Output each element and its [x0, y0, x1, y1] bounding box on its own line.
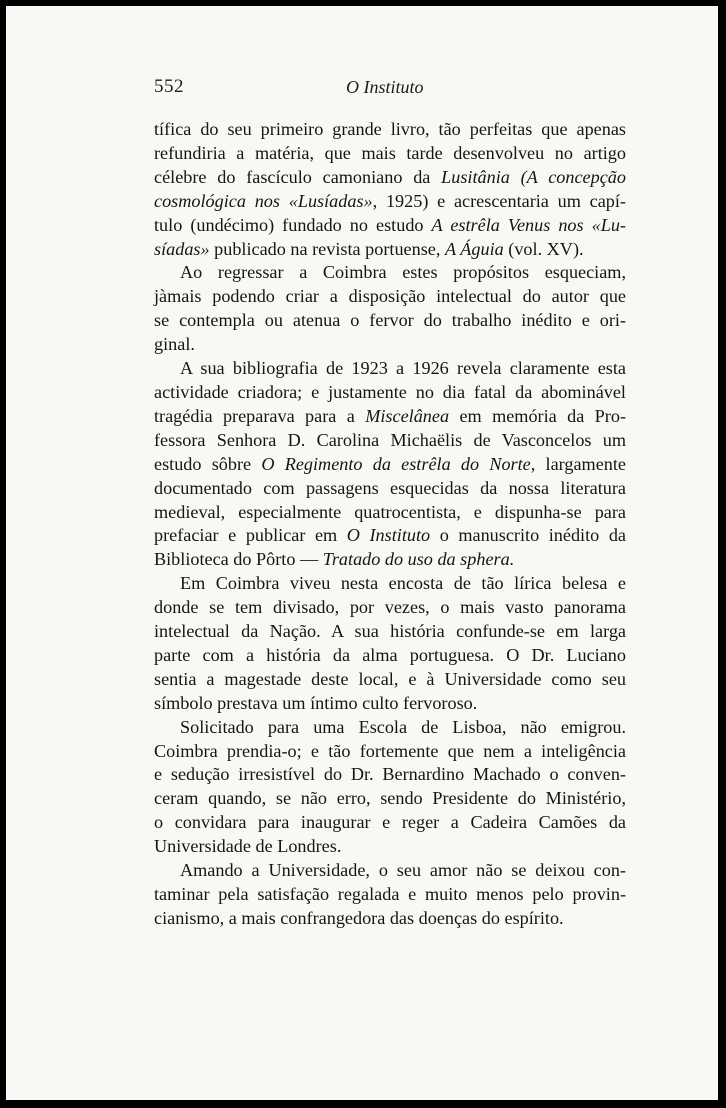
text-line: [154, 644, 626, 668]
text-line: [154, 835, 626, 859]
text-line: [154, 763, 626, 787]
text-run: o convidara para inaugurar e reger a Cadeira Camões da: [154, 812, 626, 833]
text-line: [154, 668, 626, 692]
text-line: [154, 214, 626, 238]
paragraph: [154, 261, 626, 357]
text-line: [154, 118, 626, 142]
italic-text: cosmológica nos «Lusíadas»: [154, 190, 373, 211]
text-run: (vol. XV).: [503, 238, 584, 259]
text-run: Ao regressar a Coimbra estes propósitos esqueciam,: [180, 262, 626, 283]
text-line: [154, 740, 626, 764]
text-line: [154, 548, 626, 572]
paragraph: [154, 357, 626, 572]
text-run: medieval, especialmente quatrocentista, e dispunha-se para: [154, 501, 626, 522]
paragraph: [154, 859, 626, 931]
text-line: [154, 453, 626, 477]
paragraph: [154, 118, 626, 261]
text-run: se contempla ou atenua o fervor do trabalho inédito e ori-: [154, 310, 626, 331]
text-run: actividade criadora; e justamente no dia fatal da abominável: [154, 381, 626, 402]
text-line: [154, 381, 626, 405]
text-run: em memória da Pro-: [449, 405, 626, 426]
page-header: [6, 76, 718, 102]
running-title: O Instituto: [346, 77, 424, 97]
text-line: [154, 166, 626, 190]
text-run: publicado na revista portuense,: [209, 238, 445, 259]
italic-text: Lusitânia (A concepção: [441, 166, 626, 187]
text-run: célebre do fascículo camoniano da: [154, 166, 442, 187]
text-run: jàmais podendo criar a disposição intelectual do autor que: [154, 286, 626, 307]
text-run: sentia a magestade deste local, e à Universidade como seu: [154, 668, 626, 689]
text-line: [154, 333, 626, 357]
text-line: [154, 716, 626, 740]
italic-text: síadas»: [154, 238, 210, 259]
text-line: [154, 285, 626, 309]
text-line: [154, 811, 626, 835]
paragraph: [154, 572, 626, 715]
italic-text: Tratado do uso da sphera.: [322, 549, 515, 570]
text-run: donde se tem divisado, por vezes, o mais vasto panorama: [154, 597, 626, 618]
italic-text: A estrêla Venus nos «Lu-: [431, 214, 626, 235]
text-run: taminar pela satisfação regalada e muito menos pelo provin-: [154, 884, 626, 904]
text-run: Biblioteca do Pôrto —: [154, 549, 323, 570]
text-run: o manuscrito inédito da: [430, 525, 626, 546]
text-line: [154, 907, 626, 931]
text-run: largamente: [535, 453, 626, 474]
book-page: [6, 6, 718, 1100]
text-line: [154, 357, 626, 381]
text-run: refundiria a matéria, que mais tarde desenvolveu no artigo: [154, 142, 626, 163]
text-line: [154, 501, 626, 525]
italic-text: A Águia: [444, 238, 504, 259]
text-run: documentado com passagens esquecidas da nossa literatura: [154, 477, 626, 498]
text-line: [154, 429, 626, 453]
text-line: [154, 692, 626, 716]
text-run: parte com a história da alma portuguesa. O Dr. Luciano: [154, 644, 626, 665]
text-run: e sedução irresistível do Dr. Bernardino Machado o conven-: [154, 764, 626, 785]
text-run: Solicitado para uma Escola de Lisboa, não emigrou.: [180, 716, 626, 737]
text-line: [154, 787, 626, 811]
text-line: [154, 596, 626, 620]
page-number: 552: [154, 76, 184, 97]
paragraph: [154, 716, 626, 859]
text-run: intelectual da Nação. A sua história confunde-se em larga: [154, 621, 626, 642]
text-run: tífica do seu primeiro grande livro, tão perfeitas que apenas: [154, 119, 626, 139]
text-line: [154, 620, 626, 644]
text-run: estudo sôbre: [154, 453, 262, 474]
text-line: [154, 190, 626, 214]
text-run: A sua bibliografia de 1923 a 1926 revela claramente esta: [180, 358, 626, 379]
text-line: [154, 859, 626, 883]
body-text: [154, 118, 626, 931]
text-run: cianismo, a mais confrangedora das doenças do espírito.: [154, 907, 564, 928]
text-run: tragédia preparava para a: [154, 405, 366, 426]
text-run: Amando a Universidade, o seu amor não se deixou con-: [180, 860, 626, 881]
text-run: , 1925) e acrescentaria um capí-: [372, 190, 626, 211]
italic-text: O Regimento da estrêla do Norte,: [261, 453, 536, 474]
italic-text: Miscelânea: [365, 405, 450, 426]
text-run: fessora Senhora D. Carolina Michaëlis de Vasconcelos um: [154, 429, 626, 450]
text-run: ginal.: [154, 334, 195, 355]
text-run: ceram quando, se não erro, sendo Presidente do Ministério,: [154, 788, 626, 809]
text-run: prefaciar e publicar em: [154, 525, 347, 546]
text-line: [154, 238, 626, 262]
text-run: tulo (undécimo) fundado no estudo: [154, 214, 432, 235]
text-line: [154, 572, 626, 596]
text-line: [154, 524, 626, 548]
text-run: Em Coimbra viveu nesta encosta de tão lírica belesa e: [180, 573, 626, 594]
text-line: [154, 309, 626, 333]
text-run: Coimbra prendia-o; e tão fortemente que nem a inteligência: [154, 740, 626, 761]
text-line: [154, 477, 626, 501]
text-line: [154, 142, 626, 166]
text-run: símbolo prestava um íntimo culto fervoroso.: [154, 692, 478, 713]
text-run: Universidade de Londres.: [154, 836, 342, 857]
text-line: [154, 405, 626, 429]
text-line: [154, 883, 626, 907]
text-line: [154, 261, 626, 285]
italic-text: O Instituto: [346, 525, 431, 546]
